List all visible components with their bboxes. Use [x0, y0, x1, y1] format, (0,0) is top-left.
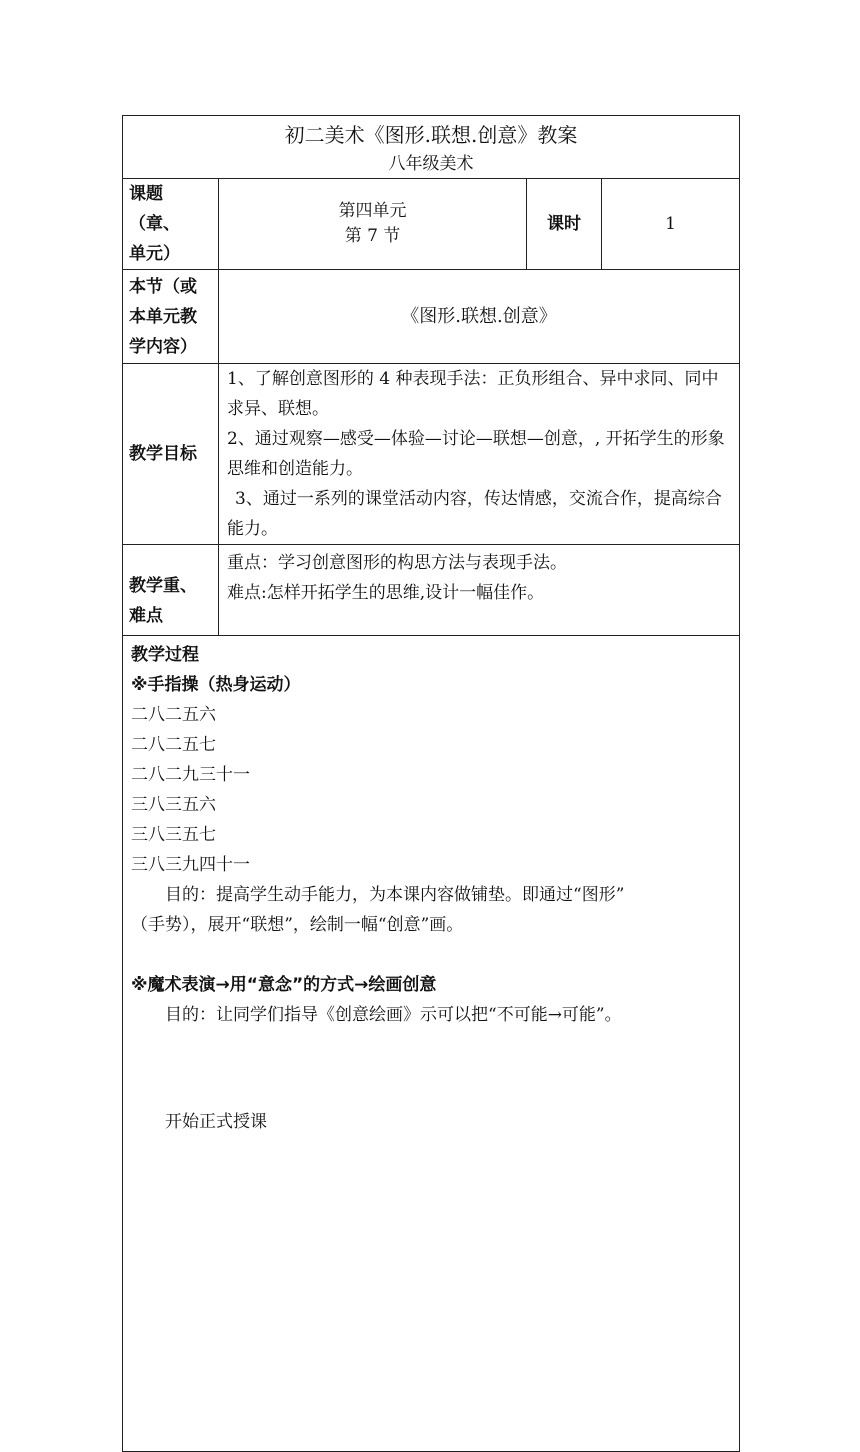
process-row [123, 636, 740, 1452]
exercise-line: 二八二五六 [131, 705, 216, 725]
document-title: 初二美术《图形.联想.创意》教案 [284, 123, 578, 147]
goal-item: 1、了解创意图形的 4 种表现手法：正负形组合、异中求同、同中求异、联想。 [227, 369, 719, 419]
hours-label: 课时 [527, 179, 602, 270]
lesson-plan-table [122, 115, 740, 1452]
focus-row [123, 545, 740, 636]
focus-label [123, 545, 219, 636]
goals-label: 教学目标 [123, 364, 219, 545]
goals-value [219, 364, 740, 545]
exercise-line: 二八二九三十一 [131, 765, 250, 785]
key-point: 重点：学习创意图形的构思方法与表现手法。 [227, 553, 567, 573]
content-label-line: 学内容） [129, 336, 197, 357]
process-heading: 教学过程 [131, 645, 199, 665]
title-cell [123, 116, 740, 179]
topic-section: 第 7 节 [344, 226, 401, 246]
content-label-line: 本单元教 [129, 306, 197, 327]
content-row [123, 270, 740, 364]
topic-row [123, 179, 740, 270]
topic-label-line: 单元） [129, 244, 180, 264]
topic-value [219, 179, 527, 270]
goal-item: 3、通过一系列的课堂活动内容，传达情感，交流合作，提高综合能力。 [227, 489, 722, 539]
process-cell [123, 636, 740, 1452]
content-value: 《图形.联想.创意》 [219, 270, 740, 364]
purpose-line: 目的：提高学生动手能力，为本课内容做铺垫。即通过“图形” [165, 885, 625, 905]
exercise-line: 三八三五七 [131, 825, 216, 845]
purpose-line: 目的：让同学们指导《创意绘画》示可以把“不可能→可能”。 [165, 1005, 622, 1025]
difficulty: 难点:怎样开拓学生的思维,设计一幅佳作。 [227, 583, 545, 603]
topic-unit: 第四单元 [338, 201, 407, 221]
hours-value: 1 [602, 179, 740, 270]
focus-label-line: 难点 [129, 606, 163, 626]
title-row [123, 116, 740, 179]
goals-row [123, 364, 740, 545]
topic-label [123, 179, 219, 270]
exercise-line: 二八二五七 [131, 735, 216, 755]
goal-item: 2、通过观察—感受—体验—讨论—联想—创意，, 开拓学生的形象思维和创造能力。 [227, 429, 725, 479]
start-line: 开始正式授课 [165, 1112, 267, 1132]
exercise-line: 三八三九四十一 [131, 855, 250, 875]
content-label-line: 本节（或 [129, 276, 197, 297]
focus-label-line: 教学重、 [129, 576, 197, 596]
magic-heading: ※魔术表演→用“意念”的方式→绘画创意 [131, 975, 437, 995]
document-subtitle: 八年级美术 [388, 154, 474, 174]
exercise-line: 三八三五六 [131, 795, 216, 815]
topic-label-line: 课题（章、 [129, 184, 180, 234]
purpose-line: （手势），展开“联想”，绘制一幅“创意”画。 [131, 915, 464, 935]
warmup-heading: ※手指操（热身运动） [131, 675, 301, 695]
spacer [131, 1030, 731, 1107]
spacer [131, 940, 731, 970]
focus-value [219, 545, 740, 636]
content-label [123, 270, 219, 364]
